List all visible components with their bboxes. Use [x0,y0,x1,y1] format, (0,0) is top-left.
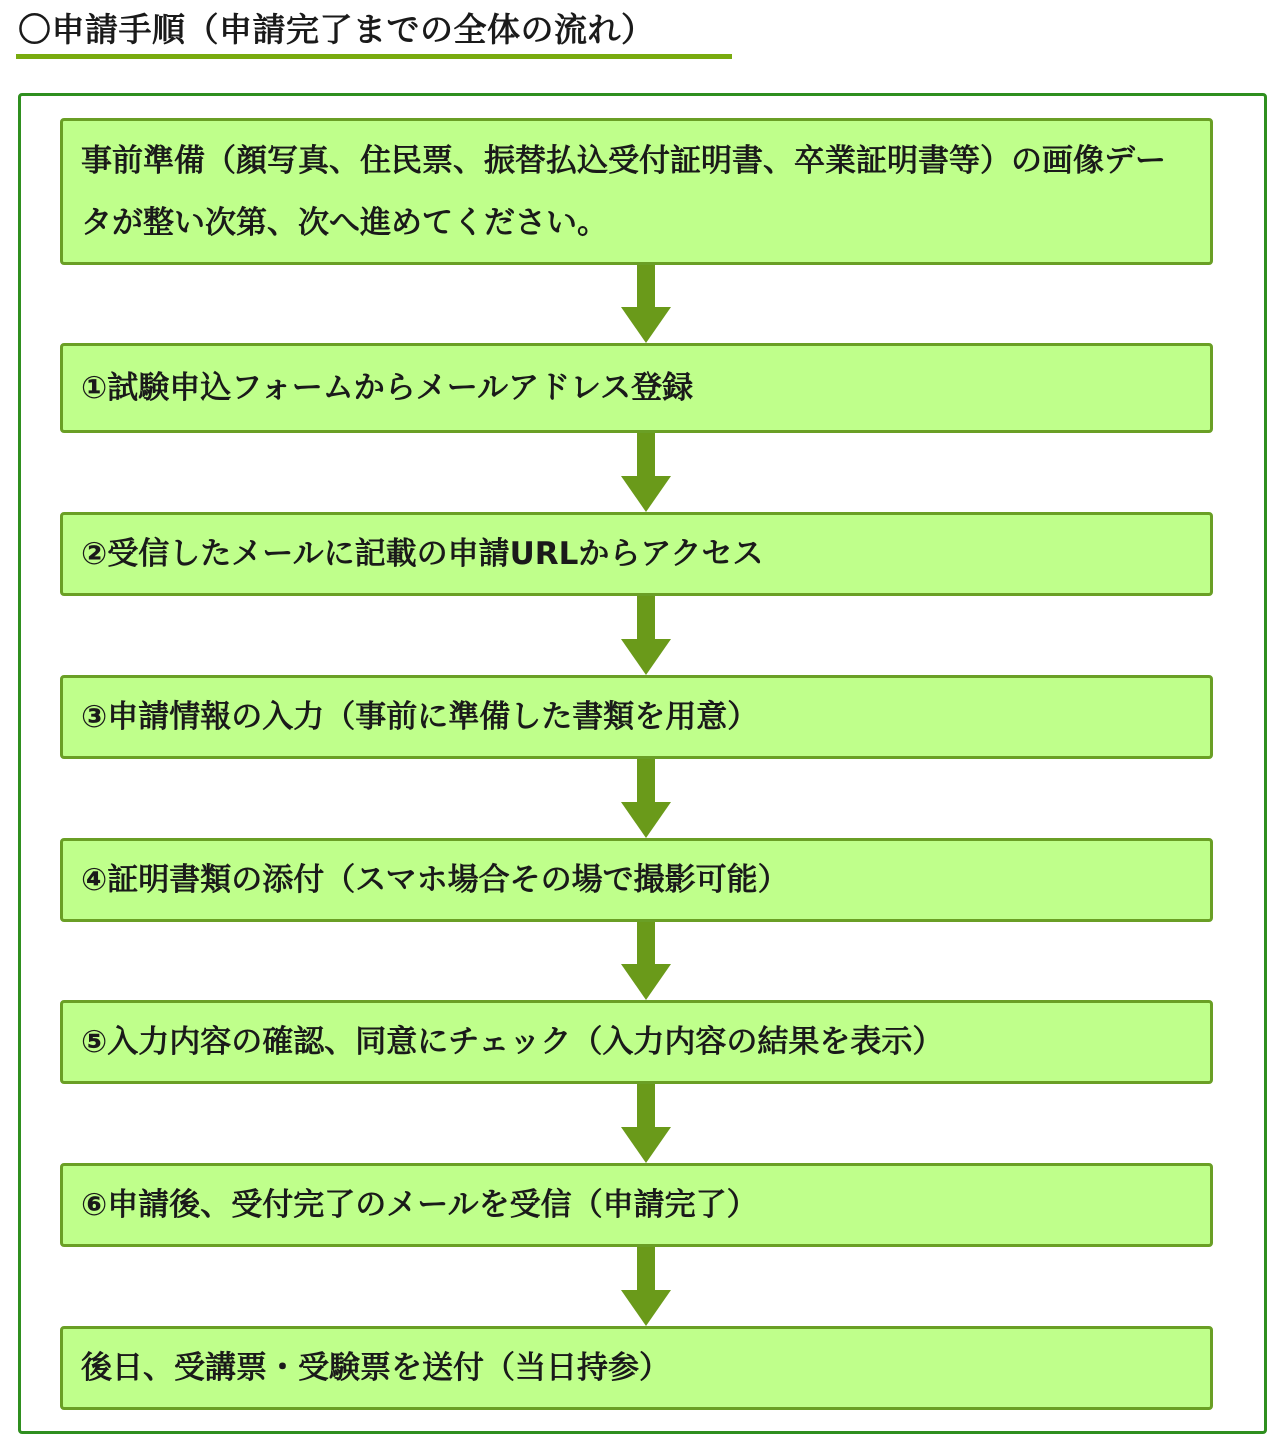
step-3 [60,675,1213,759]
arrow-down-icon [621,922,671,1000]
step-1-text: ①試験申込フォームからメールアドレス登録 [81,370,694,406]
page-title: 〇申請手順（申請完了までの全体の流れ） [18,10,655,49]
step-4 [60,838,1213,922]
arrow-down-icon [621,433,671,512]
step-preparation [60,118,1213,265]
step-3-text: ③申請情報の入力（事前に準備した書類を用意） [81,699,759,735]
arrow-down-icon [621,265,671,343]
step-final-text: 後日、受講票・受験票を送付（当日持参） [81,1350,670,1386]
section-heading [16,6,732,59]
step-2-text: ②受信したメールに記載の申請URLからアクセス [81,536,764,572]
step-6-text: ⑥申請後、受付完了のメールを受信（申請完了） [81,1187,758,1223]
arrow-down-icon [621,596,671,675]
arrow-down-icon [621,1247,671,1326]
step-preparation-text: 事前準備（顔写真、住民票、振替払込受付証明書、卒業証明書等）の画像データが整い次第、次へ進めてください。 [81,142,1166,241]
step-5 [60,1000,1213,1084]
step-1 [60,343,1213,433]
step-5-text: ⑤入力内容の確認、同意にチェック（入力内容の結果を表示） [81,1024,944,1060]
step-final [60,1326,1213,1410]
step-6 [60,1163,1213,1247]
arrow-down-icon [621,1084,671,1163]
step-4-text: ④証明書類の添付（スマホ場合その場で撮影可能） [81,862,789,898]
arrow-down-icon [621,759,671,838]
step-2 [60,512,1213,596]
